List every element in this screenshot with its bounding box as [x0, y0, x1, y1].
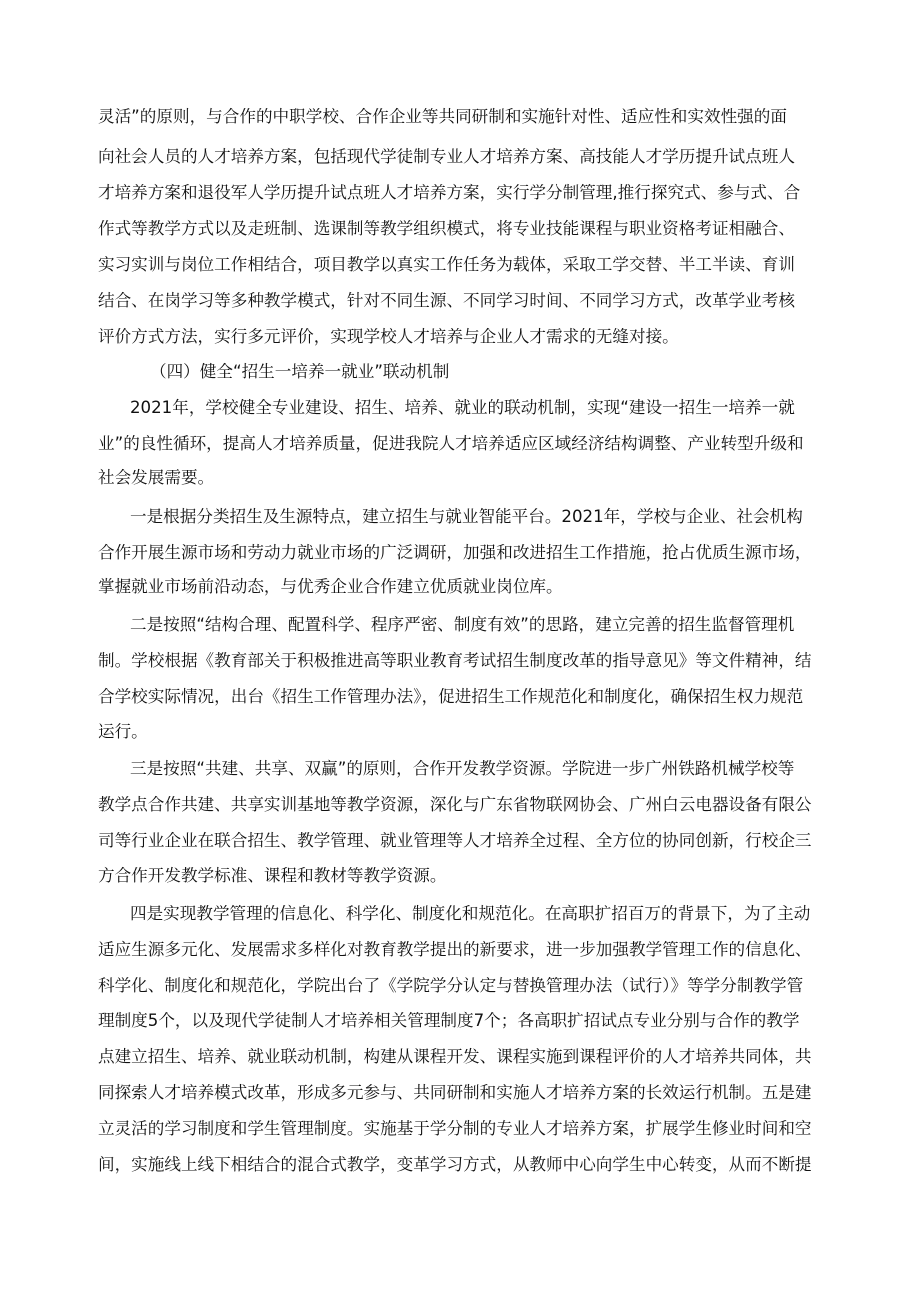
body-text-line: 教学点合作共建、共享实训基地等教学资源，深化与广东省物联网协会、广州白云电器设备有限公: [98, 795, 812, 814]
body-text-line: 社会发展需要。: [98, 468, 215, 487]
body-text-line: 合学校实际情况，出台《招生工作管理办法》，促进招生工作规范化和制度化，确保招生权力规范: [98, 687, 804, 706]
section-heading: （四）健全“招生一培养一就业”联动机制: [150, 362, 450, 381]
body-text-line: 业”的良性循环，提高人才培养质量，促进我院人才培养适应区域经济结构调整、产业转型升级和: [98, 434, 804, 453]
body-text-line: 掌握就业市场前沿动态，与优秀企业合作建立优质就业岗位库。: [98, 577, 563, 596]
body-text-line: 灵活”的原则，与合作的中职学校、合作企业等共同研制和实施针对性、适应性和实效性强的面: [98, 107, 787, 126]
body-text-line: 合作开展生源市场和劳动力就业市场的广泛调研，加强和改进招生工作措施，抢占优质生源市场，: [98, 543, 812, 562]
body-text-line: 方合作开发教学标准、课程和教材等教学资源。: [98, 866, 447, 885]
body-text-line: 作式等教学方式以及走班制、选课制等教学组织模式，将专业技能课程与职业资格考证相融合、: [98, 219, 795, 238]
body-text-line: 三是按照“共建、共享、双赢”的原则，合作开发教学资源。学院进一步广州铁路机械学校等: [130, 759, 795, 778]
body-text-line: 科学化、制度化和规范化，学院出台了《学院学分认定与替换管理办法（试行）》等学分制教学管: [98, 976, 804, 995]
body-text-line: 四是实现教学管理的信息化、科学化、制度化和规范化。在高职扩招百万的背景下，为了主动: [130, 904, 811, 923]
body-text-line: 司等行业企业在联合招生、教学管理、就业管理等人才培养全过程、全方位的协同创新，行校企三: [98, 831, 812, 850]
body-text-line: 运行。: [98, 722, 148, 741]
body-text-line: 向社会人员的人才培养方案，包括现代学徒制专业人才培养方案、高技能人才学历提升试点班人: [98, 147, 795, 166]
body-text-line: 才培养方案和退役军人学历提升试点班人才培养方案，实行学分制管理,推行探究式、参与式、合: [98, 183, 801, 202]
body-text-line: 制。学校根据《教育部关于积极推进高等职业教育考试招生制度改革的指导意见》等文件精神，结: [98, 651, 812, 670]
body-text-line: 间，实施线上线下相结合的混合式教学，变革学习方式，从教师中心向学生中心转变，从而不断提: [98, 1155, 812, 1174]
body-text-line: 二是按照“结构合理、配置科学、程序严密、制度有效”的思路，建立完善的招生监督管理机: [130, 615, 795, 634]
body-text-line: 点建立招生、培养、就业联动机制，构建从课程开发、课程实施到课程评价的人才培养共同体，共: [98, 1047, 812, 1066]
body-text-line: 立灵活的学习制度和学生管理制度。实施基于学分制的专业人才培养方案，扩展学生修业时间和空: [98, 1119, 812, 1138]
body-text-line: 一是根据分类招生及生源特点，建立招生与就业智能平台。2021年，学校与企业、社会机构: [130, 507, 803, 526]
body-text-line: 结合、在岗学习等多种教学模式，针对不同生源、不同学习时间、不同学习方式，改革学业考核: [98, 291, 795, 310]
body-text-line: 实习实训与岗位工作相结合，项目教学以真实工作任务为载体，采取工学交替、半工半读、育训: [98, 255, 795, 274]
body-text-line: 理制度5个，以及现代学徒制人才培养相关管理制度7个；各高职扩招试点专业分别与合作的教学: [98, 1011, 800, 1030]
body-text-line: 2021年，学校健全专业建设、招生、培养、就业的联动机制，实现“建设一招生一培养一就: [130, 398, 795, 417]
body-text-line: 适应生源多元化、发展需求多样化对教育教学提出的新要求，进一步加强教学管理工作的信息化、: [98, 940, 812, 959]
body-text-line: 评价方式方法，实行多元评价，实现学校人才培养与企业人才需求的无缝对接。: [98, 327, 679, 346]
body-text-line: 同探索人才培养模式改革，形成多元参与、共同研制和实施人才培养方案的长效运行机制。五是建: [98, 1083, 812, 1102]
